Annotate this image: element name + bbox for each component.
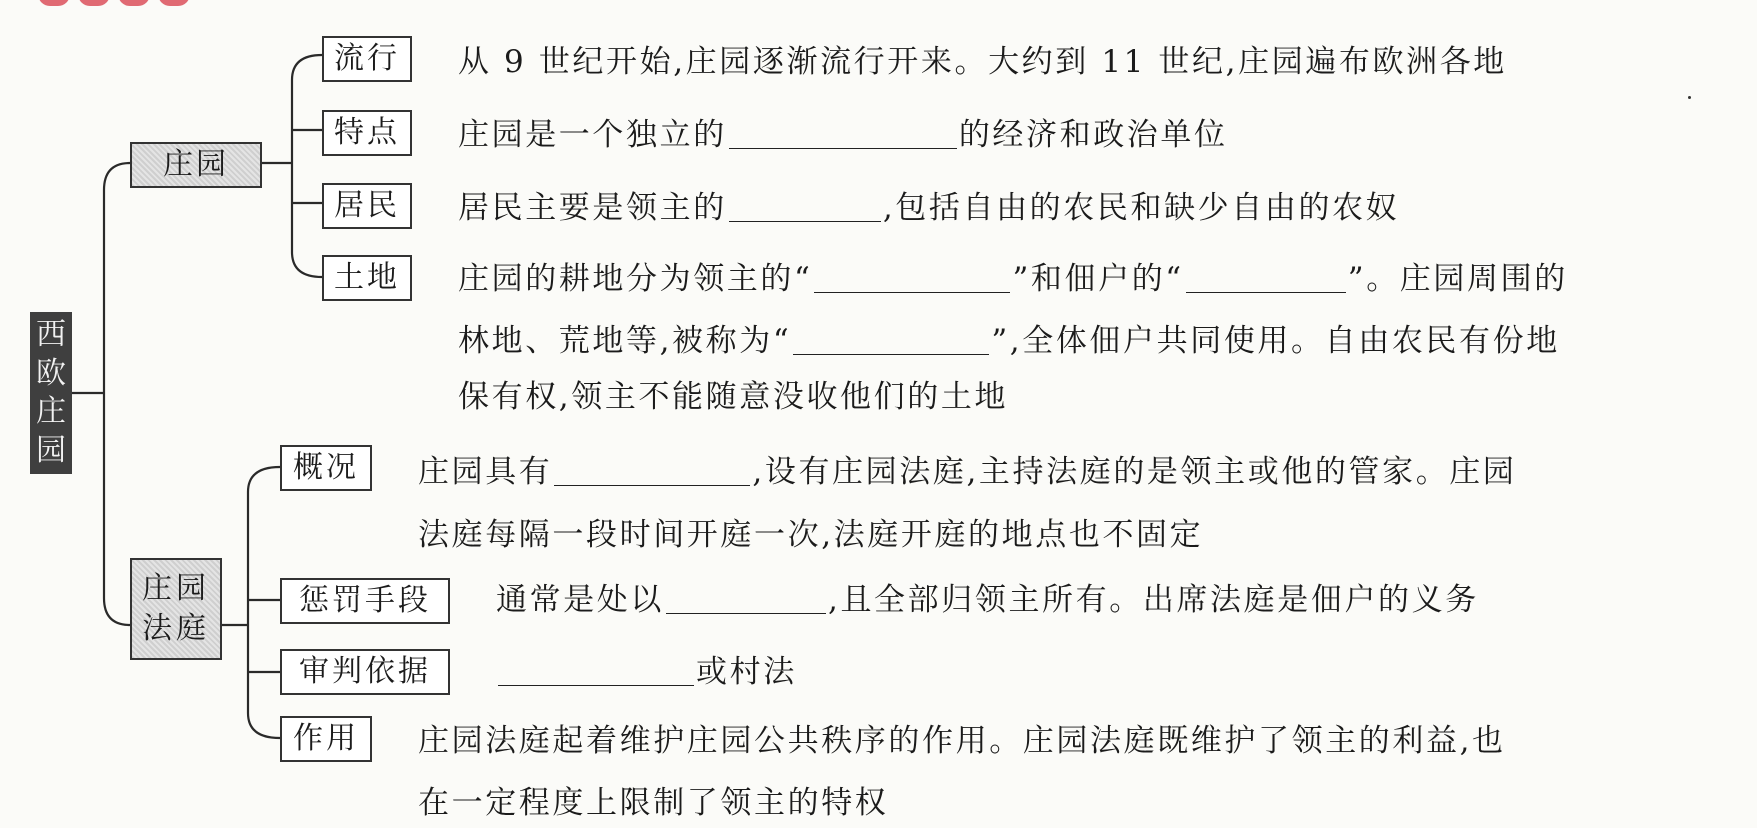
text-features-post: 的经济和政治单位 [958,117,1228,153]
root-char: 欧 [36,355,66,391]
text-land-l2-post: ”,全体佃户共同使用。自由农民有份地 [991,323,1560,359]
root-char: 园 [36,432,66,468]
label-spread: 流行 [322,36,412,82]
text-role-line2: 在一定程度上限制了领主的特权 [418,785,889,821]
label-features: 特点 [322,110,412,156]
text-land-l1-mid: ”和佃户的“ [1012,261,1184,297]
text-residents [458,190,1400,226]
node-court-line2: 法庭 [142,611,210,646]
fill-blank[interactable] [1186,266,1346,293]
text-overview-line2: 法庭每隔一段时间开庭一次,法庭开庭的地点也不固定 [418,517,1204,553]
text-punishment [496,582,1479,618]
fill-blank[interactable] [729,195,881,222]
text-features-pre: 庄园是一个独立的 [458,117,727,153]
text-features [458,117,1228,153]
text-land-l1-pre: 庄园的耕地分为领主的“ [458,261,813,297]
text-land-line3: 保有权,领主不能随意没收他们的土地 [458,379,1009,415]
fill-blank[interactable] [729,122,957,149]
text-residents-pre: 居民主要是领主的 [458,190,727,226]
text-land-l2-pre: 林地、荒地等,被称为“ [458,323,792,359]
text-land-line2 [458,323,1560,359]
root-node-western-european-manor [30,312,72,474]
label-trial-basis: 审判依据 [280,649,450,695]
fill-blank[interactable] [666,587,826,614]
label-land: 土地 [322,255,412,301]
fill-blank[interactable] [554,459,750,486]
fill-blank[interactable] [793,328,989,355]
text-land-l1-post: ”。庄园周围的 [1347,261,1568,297]
label-overview: 概况 [280,445,372,491]
root-char: 西 [36,317,66,353]
text-land-line1 [458,261,1568,297]
text-spread: 从 9 世纪开始,庄园逐渐流行开来。大约到 11 世纪,庄园遍布欧洲各地 [458,44,1507,80]
node-manor: 庄园 [130,142,262,188]
text-basis-post: 或村法 [696,654,797,690]
label-punishment: 惩罚手段 [280,578,450,624]
text-overview-line1 [418,454,1517,490]
text-overview-l1-post: ,设有庄园法庭,主持法庭的是领主或他的管家。庄园 [752,454,1517,490]
text-role-line1: 庄园法庭起着维护庄园公共秩序的作用。庄园法庭既维护了领主的利益,也 [418,723,1506,759]
node-court-line1: 庄园 [142,571,210,606]
text-trial-basis [496,654,797,690]
stray-dot [1688,96,1691,99]
label-role: 作用 [280,716,372,762]
node-manor-court [130,558,222,660]
text-punishment-post: ,且全部归领主所有。出席法庭是佃户的义务 [828,582,1479,618]
fill-blank[interactable] [498,659,694,686]
text-residents-post: ,包括自由的农民和缺少自由的农奴 [882,190,1400,226]
root-char: 庄 [36,394,66,430]
fill-blank[interactable] [814,266,1010,293]
text-punishment-pre: 通常是处以 [496,582,664,618]
label-residents: 居民 [322,183,412,229]
text-overview-l1-pre: 庄园具有 [418,454,553,490]
